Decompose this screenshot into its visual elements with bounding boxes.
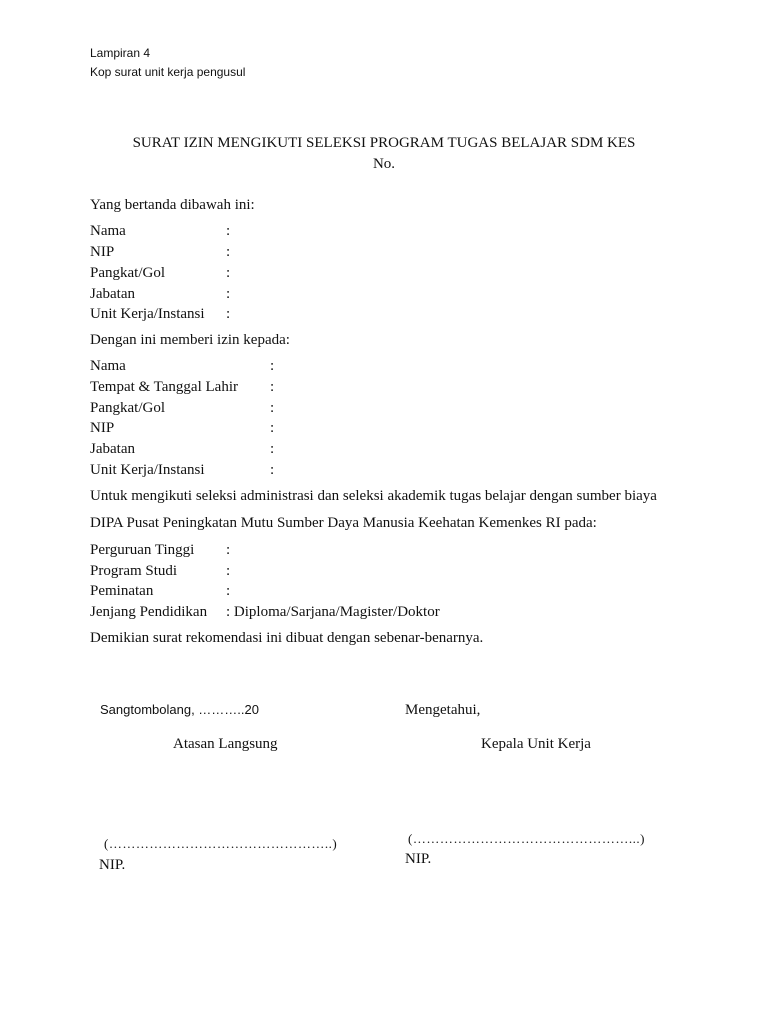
left-nip-label: NIP. [99,857,126,873]
purpose-line-2: DIPA Pusat Peningkatan Mutu Sumber Daya Manusia Keehatan Kemenkes RI pada: [90,515,597,531]
letterhead-placeholder: Kop surat unit kerja pengusul [90,65,246,79]
letter-title: SURAT IZIN MENGIKUTI SELEKSI PROGRAM TUGAS BELAJAR SDM KES [132,135,636,151]
field-separator: : [270,420,275,436]
field-separator: : [226,265,231,281]
right-signer-role: Kepala Unit Kerja [481,736,591,752]
purpose-line-1: Untuk mengikuti seleksi administrasi dan seleksi akademik tugas belajar dengan sumber biaya [90,488,657,504]
field-separator: : [270,358,275,374]
field-value: : [226,563,231,579]
field-label: Jabatan [90,286,135,302]
field-value: : [226,542,231,558]
left-signer-role: Atasan Langsung [173,736,278,752]
field-label: Unit Kerja/Instansi [90,462,205,478]
field-separator: : [270,441,275,457]
signer-intro: Yang bertanda dibawah ini: [90,197,255,213]
field-label: Pangkat/Gol [90,400,165,416]
right-nip-label: NIP. [405,851,432,867]
field-separator: : [270,462,275,478]
field-label: NIP [90,420,115,436]
field-label: Pangkat/Gol [90,265,165,281]
field-separator: : [226,286,231,302]
field-label: Unit Kerja/Instansi [90,306,205,322]
field-separator: : [270,400,275,416]
field-separator: : [226,306,231,322]
field-value: : [226,583,231,599]
field-separator: : [270,379,275,395]
field-separator: : [226,223,231,239]
field-label: Peminatan [90,583,154,599]
place-date: Sangtombolang, ………..20 [100,702,259,717]
field-label: Jabatan [90,441,135,457]
right-signature-line: (…………………………………………...) [408,831,645,846]
field-label: NIP [90,244,115,260]
field-label: Nama [90,358,126,374]
letter-number: No. [372,156,396,172]
attachment-label: Lampiran 4 [90,46,151,60]
field-separator: : [226,244,231,260]
grant-intro: Dengan ini memberi izin kepada: [90,332,290,348]
field-label: Nama [90,223,126,239]
field-value: : Diploma/Sarjana/Magister/Doktor [226,604,440,620]
field-label: Jenjang Pendidikan [90,604,208,620]
field-label: Tempat & Tanggal Lahir [90,379,238,395]
left-signature-line: (…………………………………………..) [104,836,338,851]
field-label: Program Studi [90,563,178,579]
acknowledged-label: Mengetahui, [405,702,481,718]
closing-statement: Demikian surat rekomendasi ini dibuat dengan sebenar-benarnya. [90,630,484,646]
field-label: Perguruan Tinggi [90,542,195,558]
